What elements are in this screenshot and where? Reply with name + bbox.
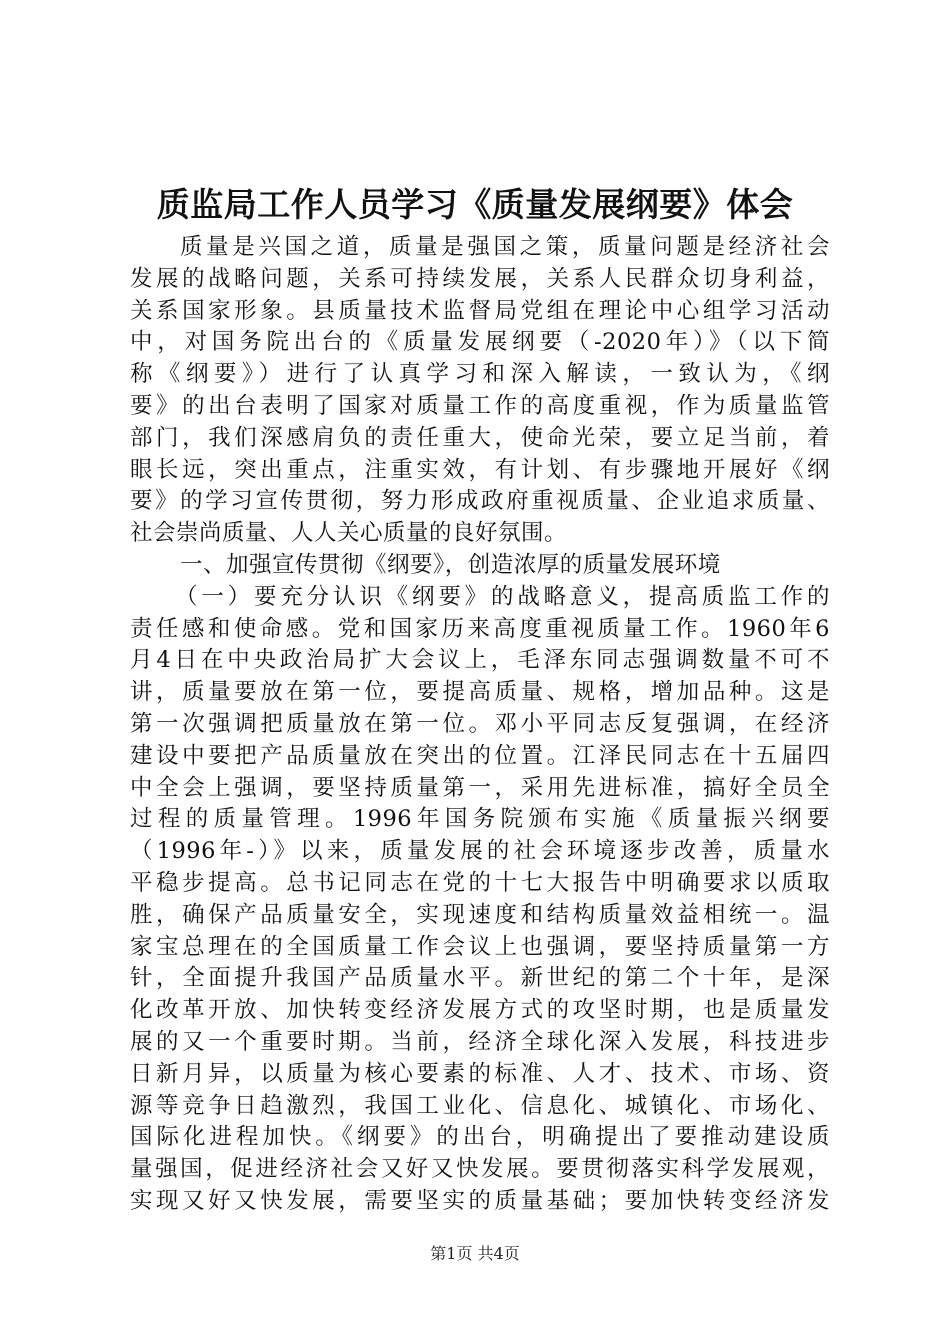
paragraph-2-line-2: 责任感和使命感。党和国家历来高度重视质量工作。1960年6 xyxy=(130,615,830,642)
page-number-footer: 第1页 共4页 xyxy=(430,1244,520,1263)
paragraph-1-line-3: 关系国家形象。县质量技术监督局党组在理论中心组学习活动 xyxy=(130,297,830,324)
paragraph-2-line-14: 化改革开放、加快转变经济发展方式的攻坚时期，也是质量发 xyxy=(130,997,830,1024)
paragraph-1-line-10: 社会崇尚质量、人人关心质量的良好氛围。 xyxy=(130,520,568,547)
paragraph-2-line-7: 中全会上强调，要坚持质量第一，采用先进标准，搞好全员全 xyxy=(130,774,830,801)
paragraph-2-line-3: 月4日在中央政治局扩大会议上，毛泽东同志强调数量不可不 xyxy=(130,647,830,674)
paragraph-1-line-5: 称《纲要》）进行了认真学习和深入解读，一致认为，《纲 xyxy=(130,361,830,388)
paragraph-2-line-6: 建设中要把产品质量放在突出的位置。江泽民同志在十五届四 xyxy=(130,742,830,769)
paragraph-2-line-15: 展的又一个重要时期。当前，经济全球化深入发展，科技进步 xyxy=(130,1028,830,1055)
paragraph-2-line-13: 针，全面提升我国产品质量水平。新世纪的第二个十年，是深 xyxy=(130,965,830,992)
document-title: 质监局工作人员学习《质量发展纲要》体会 xyxy=(156,185,794,224)
paragraph-2-line-8: 过程的质量管理。1996年国务院颁布实施《质量振兴纲要 xyxy=(130,806,830,833)
paragraph-1-line-9: 要》的学习宣传贯彻，努力形成政府重视质量、企业追求质量、 xyxy=(130,488,830,515)
paragraph-1-line-4: 中，对国务院出台的《质量发展纲要（-2020年）》（以下简 xyxy=(130,329,830,356)
paragraph-2-line-1: （一）要充分认识《纲要》的战略意义，提高质监工作的 xyxy=(175,583,830,610)
paragraph-2-line-17: 源等竞争日趋激烈，我国工业化、信息化、城镇化、市场化、 xyxy=(130,1092,830,1119)
paragraph-1-line-6: 要》的出台表明了国家对质量工作的高度重视，作为质量监管 xyxy=(130,392,830,419)
paragraph-2-line-12: 家宝总理在的全国质量工作会议上也强调，要坚持质量第一方 xyxy=(130,933,830,960)
paragraph-1-line-7: 部门，我们深感肩负的责任重大，使命光荣，要立足当前，着 xyxy=(130,424,830,451)
paragraph-2-line-18: 国际化进程加快。《纲要》的出台，明确提出了要推动建设质 xyxy=(130,1124,830,1151)
section-heading-1: 一、加强宣传贯彻《纲要》，创造浓厚的质量发展环境 xyxy=(180,551,721,578)
paragraph-1-line-8: 眼长远，突出重点，注重实效，有计划、有步骤地开展好《纲 xyxy=(130,456,830,483)
paragraph-1-line-2: 发展的战略问题，关系可持续发展，关系人民群众切身利益， xyxy=(130,265,830,292)
paragraph-2-line-10: 平稳步提高。总书记同志在党的十七大报告中明确要求以质取 xyxy=(130,869,830,896)
paragraph-2-line-9: （1996年-）》以来，质量发展的社会环境逐步改善，质量水 xyxy=(130,838,830,865)
paragraph-2-line-4: 讲，质量要放在第一位，要提高质量、规格，增加品种。这是 xyxy=(130,679,830,706)
document-body xyxy=(130,232,830,1218)
paragraph-2-line-5: 第一次强调把质量放在第一位。邓小平同志反复强调，在经济 xyxy=(130,710,830,737)
paragraph-1-line-1: 质量是兴国之道，质量是强国之策，质量问题是经济社会 xyxy=(180,234,830,260)
paragraph-2-line-16: 日新月异，以质量为核心要素的标准、人才、技术、市场、资 xyxy=(130,1060,830,1087)
paragraph-2-line-19: 量强国，促进经济社会又好又快发展。要贯彻落实科学发展观， xyxy=(130,1156,830,1183)
paragraph-2-line-11: 胜，确保产品质量安全，实现速度和结构质量效益相统一。温 xyxy=(130,901,830,928)
paragraph-2-line-20: 实现又好又快发展，需要坚实的质量基础；要加快转变经济发 xyxy=(130,1187,830,1214)
